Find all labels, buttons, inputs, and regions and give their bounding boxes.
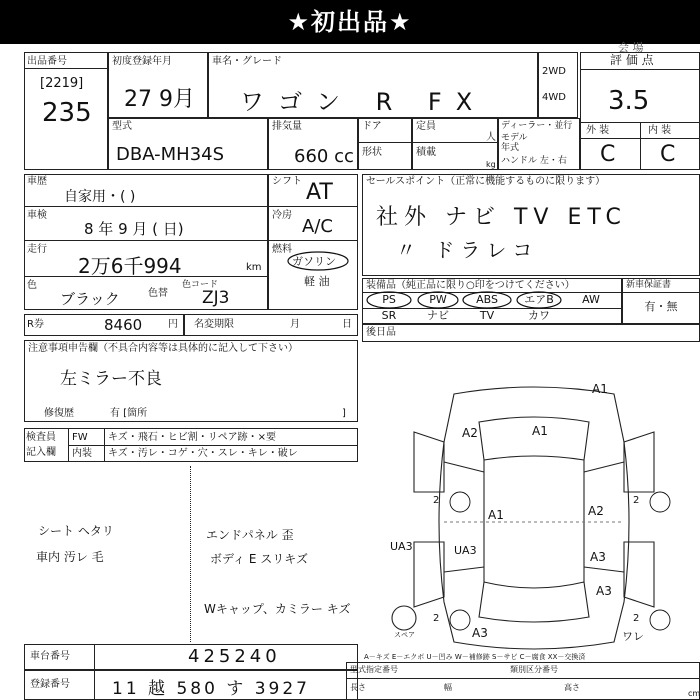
mark-a1-top: A1 [592,382,608,396]
equip-tv: TV [479,309,495,322]
equip-navi: ナビ [427,309,449,322]
tire-fl: 2 [433,495,440,506]
lot-bracket: [2219] [40,76,84,91]
mark-a3-rear: A3 [472,626,488,640]
equip-ps: PS [382,293,396,306]
tire-rl: 2 [433,613,440,624]
recycle-unit: 円 [168,319,178,330]
spare-label: スペア [394,631,415,639]
capacity-label: 定員 [416,121,436,132]
legend: A－キズ E－エクボ U－凹み W－補修跡 S－サビ C－腐食 XX－交換済 [364,653,586,661]
score-label: 評 価 点 [610,53,654,67]
rear-box [362,324,700,342]
mileage-label: 走行 [27,244,47,255]
history-value: 自家用・( ) [64,189,136,205]
remark-body: ボディ E スリキズ [210,552,309,566]
load-unit: kg [486,160,496,169]
repair-close: ] [342,408,346,419]
door-label: ドア [362,121,382,132]
drive-2wd: 2WD [542,66,566,77]
fuel-label: 燃料 [272,244,292,255]
dealer-line2: モデル [501,133,528,143]
spec-unit: cm [688,689,700,698]
venue-label: 会 場 [618,41,644,54]
auction-sheet [24,41,700,700]
model-value: DBA-MH34S [116,144,225,165]
remark-seat: シート ヘタリ [38,524,114,538]
recycle-label: R券 [27,319,44,330]
chassis-label: 車台番号 [30,651,70,662]
checker-fw-items: キズ・飛石・ヒビ割・リペア跡・×要 [108,432,276,443]
equipment-label: 装備品（純正品に限り○印をつけてください） [366,280,575,291]
color-code-label: 色コード [182,280,219,290]
mark-ware: ワレ [622,630,644,643]
fuel-gasoline: ガソリン [292,255,336,268]
color-change-label: 色替 [148,288,168,299]
mark-ua3-left: UA3 [390,540,413,553]
checker-int: 内装 [72,448,92,459]
aircon-label: 冷房 [272,210,292,221]
handle-label: ハンドル 左・右 [501,156,567,166]
dealer-line3: 年式 [501,143,520,153]
name-change-label: 名変期限 [194,319,234,330]
tire-fr: 2 [633,495,640,506]
banner-title: ★初出品★ [0,0,700,44]
checker-int-items: キズ・汚レ・コゲ・穴・スレ・キレ・破レ [108,448,298,459]
mileage-value: 2万6千994 [78,254,182,278]
checker-label1: 検査員 [26,432,56,443]
remark-endpanel: エンドパネル 歪 [206,528,294,542]
mark-ua3-mid: UA3 [454,544,477,557]
notes-label: 注意事項申告欄（不具合内容等は具体的に記入して下さい） [28,343,298,354]
rear-label: 後日品 [366,327,396,338]
sales-point-line1: 社外 ナビ TV ETC [376,205,627,230]
equip-abs: ABS [476,293,498,306]
aircon-value: A/C [302,216,333,237]
spec-class-label: 類別区分番号 [510,665,558,674]
tire-rr: 2 [633,613,640,624]
ext-grade: C [600,142,616,167]
score-value: 3.5 [608,86,650,116]
plate-label: 登録番号 [30,679,70,690]
spec-width-label: 幅 [444,683,452,692]
sales-point-line2: 〃 ドラレコ [396,238,539,262]
equipment-circles [364,290,564,310]
dealer-line1: ディーラー・並行 [501,121,573,131]
color-code-value: ZJ3 [202,288,230,308]
load-label: 積載 [416,147,436,158]
mark-a3-corner: A3 [596,584,612,598]
sales-point-label: セールスポイント（正常に機能するものに限ります） [366,176,606,187]
mark-a2-right: A2 [588,504,604,518]
equip-sr: SR [381,309,397,322]
name-change-month: 月 [290,319,300,330]
mark-a2-front: A2 [462,426,478,440]
equip-leather: カワ [528,309,550,322]
drive-4wd: 4WD [542,92,566,103]
inspection-value: 8 年 9 月 ( 日) [84,220,184,238]
int-label: 内 装 [648,125,672,136]
equip-aw: AW [582,293,600,306]
gasoline-circle [286,250,350,272]
fuel-diesel: 軽 油 [304,275,330,288]
ext-label: 外 装 [586,125,610,136]
warranty-value: 有・無 [644,300,678,313]
spec-model-label: 型式指定番号 [350,665,398,674]
recycle-value: 8460 [104,316,143,334]
reg-year-value: 27 9月 [124,87,195,112]
displacement-label: 排気量 [272,121,302,132]
checker-label2: 記入欄 [26,447,56,458]
color-label: 色 [27,280,37,291]
checker-fw: FW [72,432,88,443]
notes-text: 左ミラー不良 [60,369,162,389]
reg-year-label: 初度登録年月 [112,56,172,67]
shape-label: 形状 [362,147,382,158]
warranty-label: 新車保証書 [626,280,672,290]
lot-label: 出品番号 [27,56,67,67]
history-label: 車歴 [27,176,47,187]
mark-a1-hood: A1 [532,424,548,438]
car-name-value: ワゴン R FX [240,88,487,116]
name-change-day: 日 [342,319,352,330]
remark-interior: 車内 汚レ 毛 [36,550,104,564]
lot-number: 235 [42,98,92,128]
model-label: 型式 [112,121,132,132]
spec-length-label: 長さ [350,683,366,692]
equip-airbag: エアB [524,293,554,306]
chassis-value: 425240 [188,646,281,667]
mileage-unit: km [246,262,262,273]
drive-box [538,52,578,118]
int-grade: C [660,142,676,167]
shift-label: シフト [272,176,302,187]
plate-value: 11 越 580 す 3927 [112,679,310,699]
repair-label: 修復歴 [44,408,74,419]
remark-wheelcap: Wキャップ、カミラー キズ [204,602,351,616]
capacity-unit: 人 [486,132,496,143]
inspection-label: 車検 [27,210,47,221]
car-name-label: 車名・グレード [212,56,282,67]
displacement-value: 660 cc [294,146,354,167]
repair-value: 有 [箇所 [110,408,148,419]
color-value: ブラック [60,290,120,308]
mark-a3-right: A3 [590,550,606,564]
spec-height-label: 高さ [564,683,580,692]
mark-a1-roof: A1 [488,508,504,522]
shift-value: AT [306,180,333,205]
equip-pw: PW [429,293,447,306]
